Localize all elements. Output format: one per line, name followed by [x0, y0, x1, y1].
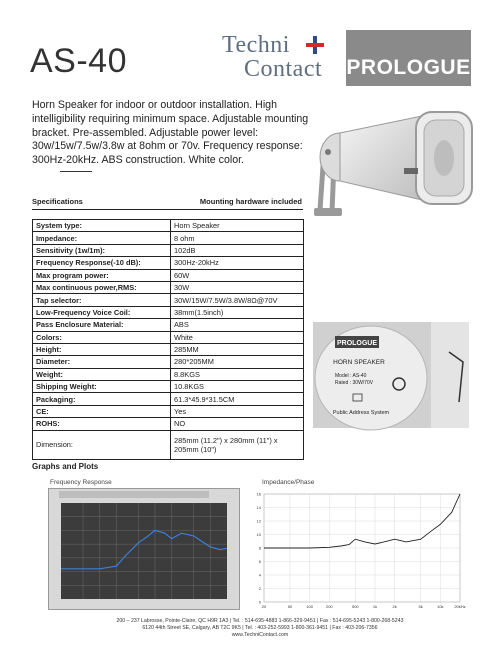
spec-value: 60W: [171, 269, 304, 281]
y-tick-label: 8: [258, 545, 261, 551]
frequency-response-line: [61, 530, 227, 568]
y-tick-label: 12: [256, 518, 261, 524]
spec-value: 300Hz-20kHz: [171, 257, 304, 269]
spec-key: Max program power:: [33, 269, 171, 281]
spec-row: [33, 368, 304, 380]
x-tick-label: 50: [287, 604, 293, 609]
spec-key: System type:: [33, 220, 171, 232]
y-tick-label: 4: [258, 572, 261, 578]
frequency-response-title: Frequency Response: [50, 479, 112, 486]
footer-line-2: 6120 44th Street SE, Calgary, AB T2C 9K5 | Tel. : 403-252-5993 1-800-361-9451 | Fax : 403-206-7356: [142, 625, 378, 632]
mounting-hardware-note: Mounting hardware included: [199, 197, 302, 206]
spec-key: ROHS:: [33, 418, 171, 430]
speaker-label-photo: [313, 322, 469, 428]
x-tick-label: 200: [325, 604, 333, 609]
spec-value: 38mm(1.5inch): [171, 306, 304, 318]
spec-row: [33, 405, 304, 417]
logo-text-line1: Techni: [222, 32, 290, 58]
y-tick-label: 14: [256, 505, 261, 510]
spec-row: [33, 294, 304, 306]
x-tick-label: 500: [351, 604, 359, 609]
spec-value: ABS: [171, 319, 304, 331]
spec-row: [33, 356, 304, 368]
graphs-title: Graphs and Plots: [32, 462, 99, 471]
spec-value: 8 ohm: [171, 232, 304, 244]
spec-row: [33, 331, 304, 343]
specifications-divider: [32, 209, 303, 210]
product-description: Horn Speaker for indoor or outdoor installation. High intelligibility requiring minimum space. Adjustable mounting bracket. Pre-assembled. Adjustable power level: 30w/15w/7.5w/3.8w at 8ohm or 70v. Frequency response: 300Hz-20kHz. ABS construction. White color.: [32, 99, 309, 167]
spec-value: Yes: [171, 405, 304, 417]
footer-contact: [60, 618, 460, 640]
plus-logo-icon: [306, 36, 324, 54]
frequency-response-plot: [61, 503, 227, 599]
frequency-response-chart: [48, 488, 240, 610]
spec-row: [33, 343, 304, 355]
spec-row: [33, 306, 304, 318]
spec-row: [33, 257, 304, 269]
description-divider: [60, 171, 92, 172]
x-tick-label: 20: [261, 604, 267, 609]
spec-value: White: [171, 331, 304, 343]
spec-value: 285mm (11.2") x 280mm (11") x 205mm (10"): [171, 430, 304, 459]
x-tick-label: 2k: [392, 604, 397, 609]
spec-key: Max continuous power,RMS:: [33, 281, 171, 293]
spec-value: 61.3*45.9*31.5CM: [171, 393, 304, 405]
spec-row: [33, 430, 304, 459]
spec-key: Tap selector:: [33, 294, 171, 306]
footer-line-1: 200 – 237 Labrosse, Pointe-Claire, QC H9R 1A3 | Tel. : 514-695-4883 1-866-329-9451 | Fax : 514-695-5243 1-800-268-5243: [116, 618, 404, 624]
logo-text-line2: Contact: [244, 56, 323, 82]
spec-value: 102dB: [171, 244, 304, 256]
spec-key: CE:: [33, 405, 171, 417]
x-tick-label: 20kHz: [454, 604, 466, 609]
spec-value: 30W/15W/7.5W/3.8W/8Ω@70V: [171, 294, 304, 306]
spec-row: [33, 232, 304, 244]
spec-key: Packaging:: [33, 393, 171, 405]
footer-website: www.TechniContact.com: [231, 632, 289, 639]
spec-key: Pass Enclosure Material:: [33, 319, 171, 331]
y-tick-label: 16: [256, 491, 261, 497]
spec-key: Low-Frequency Voice Coil:: [33, 306, 171, 318]
label-model: Model : AS-40: [335, 373, 367, 379]
label-system: Public Address System: [332, 410, 390, 416]
spec-key: Sensitivity (1w/1m):: [33, 244, 171, 256]
spec-key: Frequency Response(-10 dB):: [33, 257, 171, 269]
impedance-phase-chart: [250, 488, 464, 614]
horn-speaker-image: [312, 102, 477, 227]
label-product: HORN SPEAKER: [333, 359, 385, 366]
label-rated: Rated : 30W/70V: [335, 380, 374, 386]
spec-value: 8.8KGS: [171, 368, 304, 380]
x-tick-label: 10k: [437, 604, 444, 609]
label-brand: PROLOGUE: [336, 340, 378, 347]
spec-value: Horn Speaker: [171, 220, 304, 232]
spec-row: [33, 381, 304, 393]
spec-value: NO: [171, 418, 304, 430]
spec-value: 285MM: [171, 343, 304, 355]
specifications-header: [32, 197, 302, 206]
specifications-title: Specifications: [32, 197, 83, 206]
spec-row: [33, 281, 304, 293]
prologue-logo: [346, 30, 471, 86]
specifications-table: [32, 219, 304, 460]
chart-toolbar: [59, 491, 209, 498]
spec-key: Height:: [33, 343, 171, 355]
spec-key: Colors:: [33, 331, 171, 343]
x-tick-label: 100: [306, 604, 314, 609]
spec-row: [33, 319, 304, 331]
y-tick-label: 10: [256, 532, 261, 537]
spec-value: 30W: [171, 281, 304, 293]
y-tick-label: 2: [258, 586, 261, 591]
y-tick-label: 6: [258, 559, 261, 564]
spec-row: [33, 393, 304, 405]
spec-key: Weight:: [33, 368, 171, 380]
spec-value: 10.8KGS: [171, 381, 304, 393]
spec-value: 280*205MM: [171, 356, 304, 368]
spec-key: Impedance:: [33, 232, 171, 244]
spec-row: [33, 418, 304, 430]
impedance-phase-title: Impedance/Phase: [262, 479, 315, 486]
spec-key: Dimension:: [33, 430, 171, 459]
techni-contact-logo: [222, 32, 342, 84]
spec-key: Shipping Weight:: [33, 381, 171, 393]
spec-row: [33, 269, 304, 281]
x-tick-label: 1k: [372, 604, 378, 609]
spec-key: Diameter:: [33, 356, 171, 368]
x-tick-label: 5k: [418, 604, 423, 609]
model-title: AS-40: [30, 42, 127, 80]
spec-row: [33, 244, 304, 256]
prologue-logo-text: PROLOGUE: [346, 56, 471, 79]
spec-row: [33, 220, 304, 232]
y-tick-label: 0: [258, 599, 261, 605]
